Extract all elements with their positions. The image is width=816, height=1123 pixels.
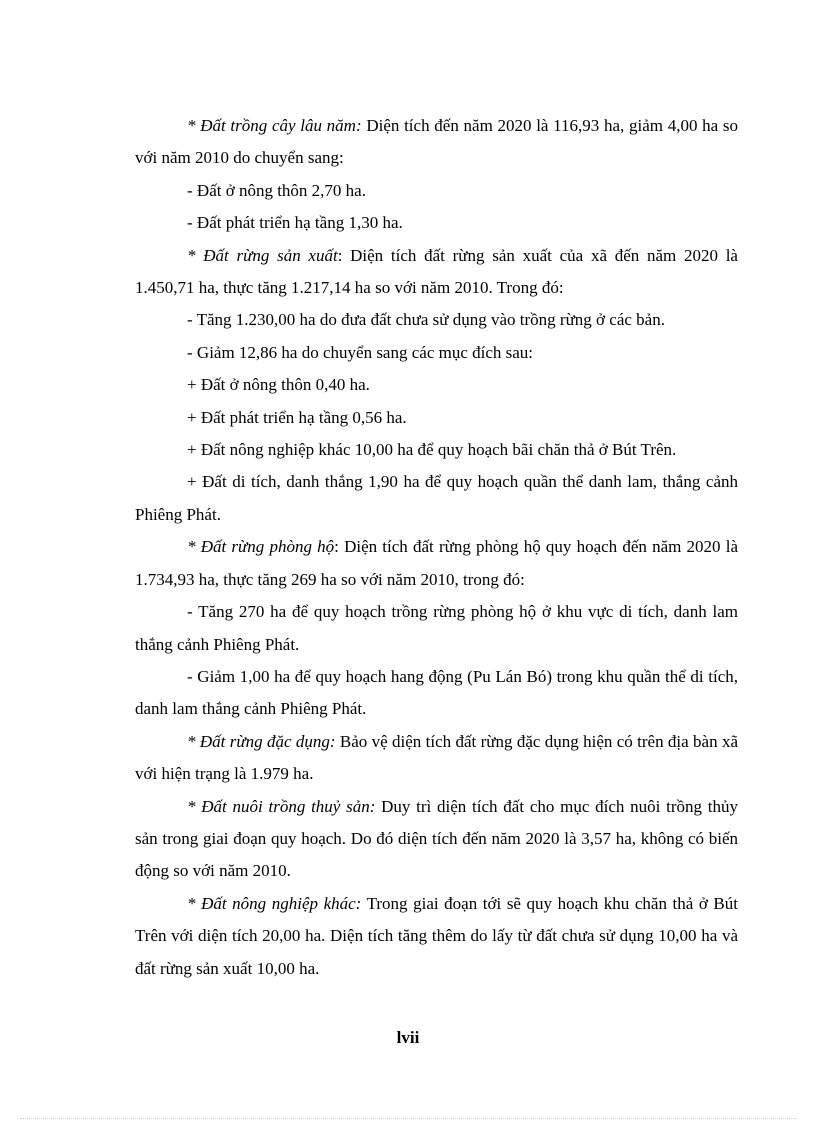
heading-protection-forest: * Đất rừng phòng hộ: [187, 537, 335, 557]
paragraph-other-agricultural: * Đất nông nghiệp khác: Trong giai đoạn tới sẽ quy hoạch khu chăn thả ở Bút Trên với diện tích 20,00 ha. Diện tích tăng thêm do lấy từ đất chưa sử dụng 10,00 ha và đất rừng sản xuất 10,00 ha.: [135, 893, 738, 978]
page-bottom-divider: [20, 1118, 796, 1119]
heading-aquaculture: * Đất nuôi trồng thuỷ sản:: [187, 796, 376, 816]
list-item: - Giảm 1,00 ha để quy hoạch hang động (Pu Lán Bó) trong khu quần thể di tích, danh lam thắng cảnh Phiêng Phát.: [135, 666, 738, 719]
paragraph-aquaculture: * Đất nuôi trồng thuỷ sản: Duy trì diện tích đất cho mục đích nuôi trồng thủy sản trong giai đoạn quy hoạch. Do đó diện tích đến năm 2020 là 3,57 ha, không có biến động so với năm 2010.: [135, 796, 739, 881]
paragraph-production-forest: * Đất rừng sản xuất: Diện tích đất rừng sản xuất của xã đến năm 2020 là 1.450,71 ha, thực tăng 1.217,14 ha so với năm 2010. Trong đó:: [135, 245, 738, 298]
list-item: - Tăng 270 ha để quy hoạch trồng rừng phòng hộ ở khu vực di tích, danh lam thắng cảnh Phiêng Phát.: [135, 602, 738, 654]
list-item: - Giảm 12,86 ha do chuyển sang các mục đích sau:: [187, 342, 534, 362]
paragraph-protection-forest: * Đất rừng phòng hộ: Diện tích đất rừng phòng hộ quy hoạch đến năm 2020 là 1.734,93 ha, thực tăng 269 ha so với năm 2010, trong đó:: [135, 537, 739, 589]
list-item: + Đất di tích, danh thắng 1,90 ha để quy hoạch quần thể danh lam, thắng cảnh Phiêng Phát.: [135, 472, 738, 524]
list-item: + Đất ở nông thôn 0,40 ha.: [187, 375, 370, 395]
document-body: [135, 110, 738, 985]
heading-other-agricultural: * Đất nông nghiệp khác:: [187, 893, 362, 913]
heading-perennial-crops: * Đất trồng cây lâu năm:: [187, 116, 362, 135]
heading-production-forest: * Đất rừng sản xuất: [187, 245, 338, 265]
list-item: + Đất phát triển hạ tầng 0,56 ha.: [187, 407, 407, 427]
list-item: + Đất nông nghiệp khác 10,00 ha để quy hoạch bãi chăn thả ở Bút Trên.: [187, 440, 677, 460]
heading-special-use-forest: * Đất rừng đặc dụng:: [187, 731, 336, 751]
list-item: - Đất ở nông thôn 2,70 ha.: [187, 180, 366, 200]
list-item: - Tăng 1.230,00 ha do đưa đất chưa sử dụng vào trồng rừng ở các bản.: [187, 310, 665, 330]
paragraph-special-use-forest: * Đất rừng đặc dụng: Bảo vệ diện tích đất rừng đặc dụng hiện có trên địa bàn xã với hiện trạng là 1.979 ha.: [135, 731, 738, 784]
list-item: - Đất phát triển hạ tầng 1,30 ha.: [187, 213, 403, 233]
page-number: lvii: [396, 1028, 420, 1047]
paragraph-perennial-crops: * Đất trồng cây lâu năm: Diện tích đến năm 2020 là 116,93 ha, giảm 4,00 ha so với năm 2010 do chuyển sang:: [135, 116, 739, 168]
